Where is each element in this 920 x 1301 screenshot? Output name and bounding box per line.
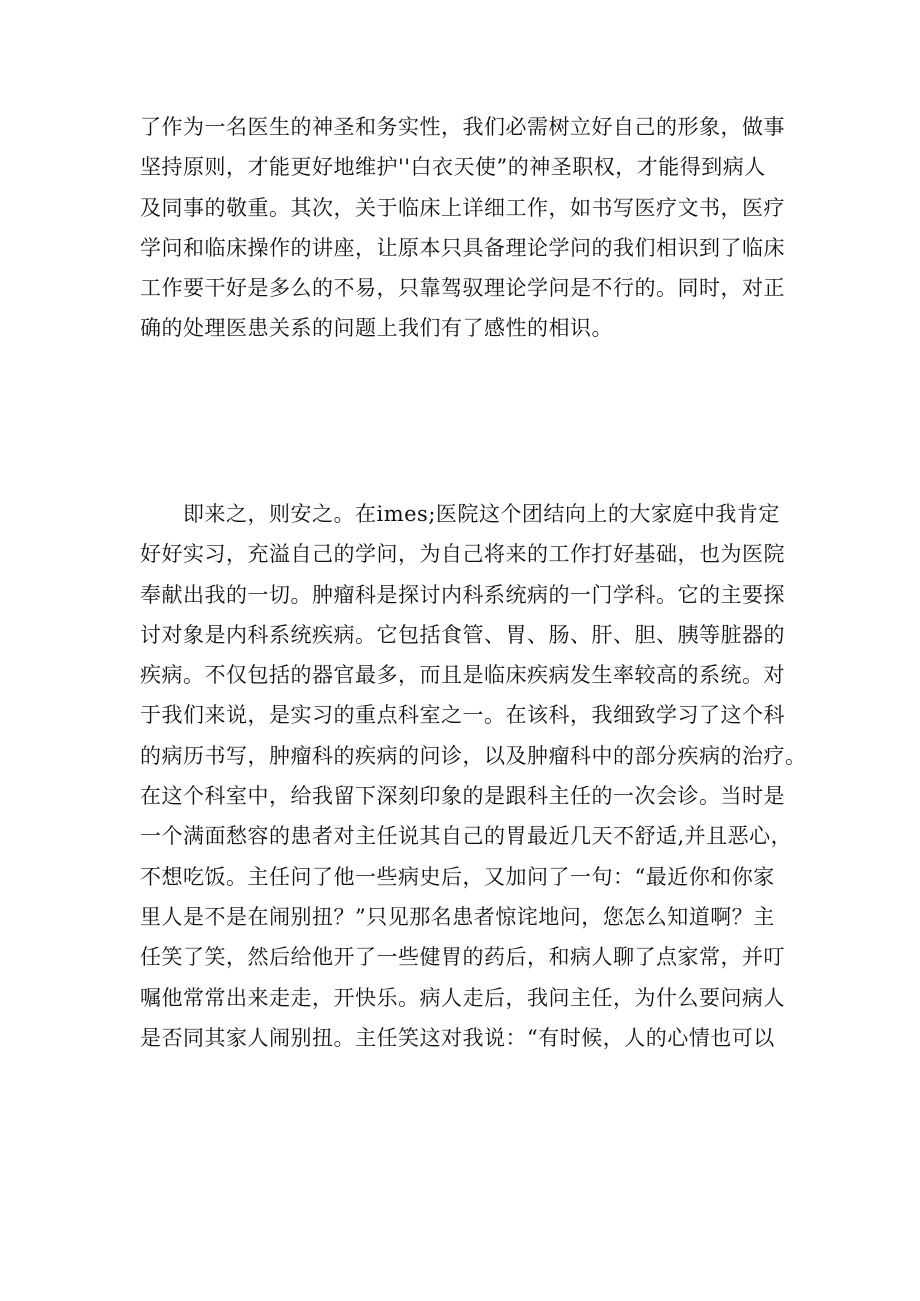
- paragraph-2-line-6: 于我们来说，是实习的重点科室之一。在该科，我细致学习了这个科: [140, 703, 785, 728]
- paragraph-2-line-2: 好好实习，充溢自己的学问，为自己将来的工作打好基础，也为医院: [140, 542, 785, 567]
- paragraph-2-line-3: 奉献出我的一切。肿瘤科是探讨内科系统病的一门学科。它的主要探: [140, 582, 785, 607]
- paragraph-2-line-13: 嘱他常常出来走走，开快乐。病人走后，我问主任，为什么要问病人: [140, 985, 785, 1010]
- paragraph-2-line-9: 一个满面愁容的患者对主任说其自己的胃最近几天不舒适,并且恶心，: [140, 824, 793, 849]
- paragraph-2-line-4: 讨对象是内科系统疾病。它包括食管、胃、肠、肝、胆、胰等脏器的: [140, 622, 785, 647]
- paragraph-1: [140, 107, 790, 349]
- paragraph-2-line-8: 在这个科室中，给我留下深刻印象的是跟科主任的一次会诊。当时是: [140, 784, 785, 809]
- paragraph-1-line-4: 学问和临床操作的讲座，让原本只具备理论学问的我们相识到了临床: [140, 235, 785, 260]
- paragraph-2-line-11: 里人是不是在闹别扭？”只见那名患者惊诧地问，您怎么知道啊？主: [140, 904, 775, 929]
- paragraph-1-line-3: 及同事的敬重。其次，关于临床上详细工作，如书写医疗文书，医疗: [140, 195, 785, 220]
- paragraph-1-line-2: 坚持原则，才能更好地维护''白衣天使”的神圣职权，才能得到病人: [140, 155, 766, 180]
- paragraph-2-line-5: 疾病。不仅包括的器官最多，而且是临床疾病发生率较高的系统。对: [140, 663, 785, 688]
- paragraph-2-line-10: 不想吃饭。主任问了他一些病史后，又加问了一句：“最近你和你家: [140, 864, 775, 889]
- paragraph-1-line-1: 了作为一名医生的神圣和务实性，我们必需树立好自己的形象，做事: [140, 115, 785, 139]
- paragraph-2: [140, 494, 807, 1058]
- paragraph-2-line-12: 任笑了笑，然后给他开了一些健胃的药后，和病人聊了点家常，并叮: [140, 945, 785, 970]
- paragraph-1-line-5: 工作要干好是多么的不易，只靠驾驭理论学问是不行的。同时，对正: [140, 276, 785, 301]
- paragraph-2-line-1: 即来之，则安之。在imes;医院这个团结向上的大家庭中我肯定: [140, 502, 780, 526]
- paragraph-2-line-7: 的病历书写，肿瘤科的疾病的问诊，以及肿瘤科中的部分疾病的治疗。: [140, 743, 807, 768]
- paragraph-2-line-14: 是否同其家人闹别扭。主任笑这对我说：“有时候，人的心情也可以: [140, 1025, 775, 1050]
- paragraph-1-line-6: 确的处理医患关系的问题上我们有了感性的相识。: [140, 316, 613, 341]
